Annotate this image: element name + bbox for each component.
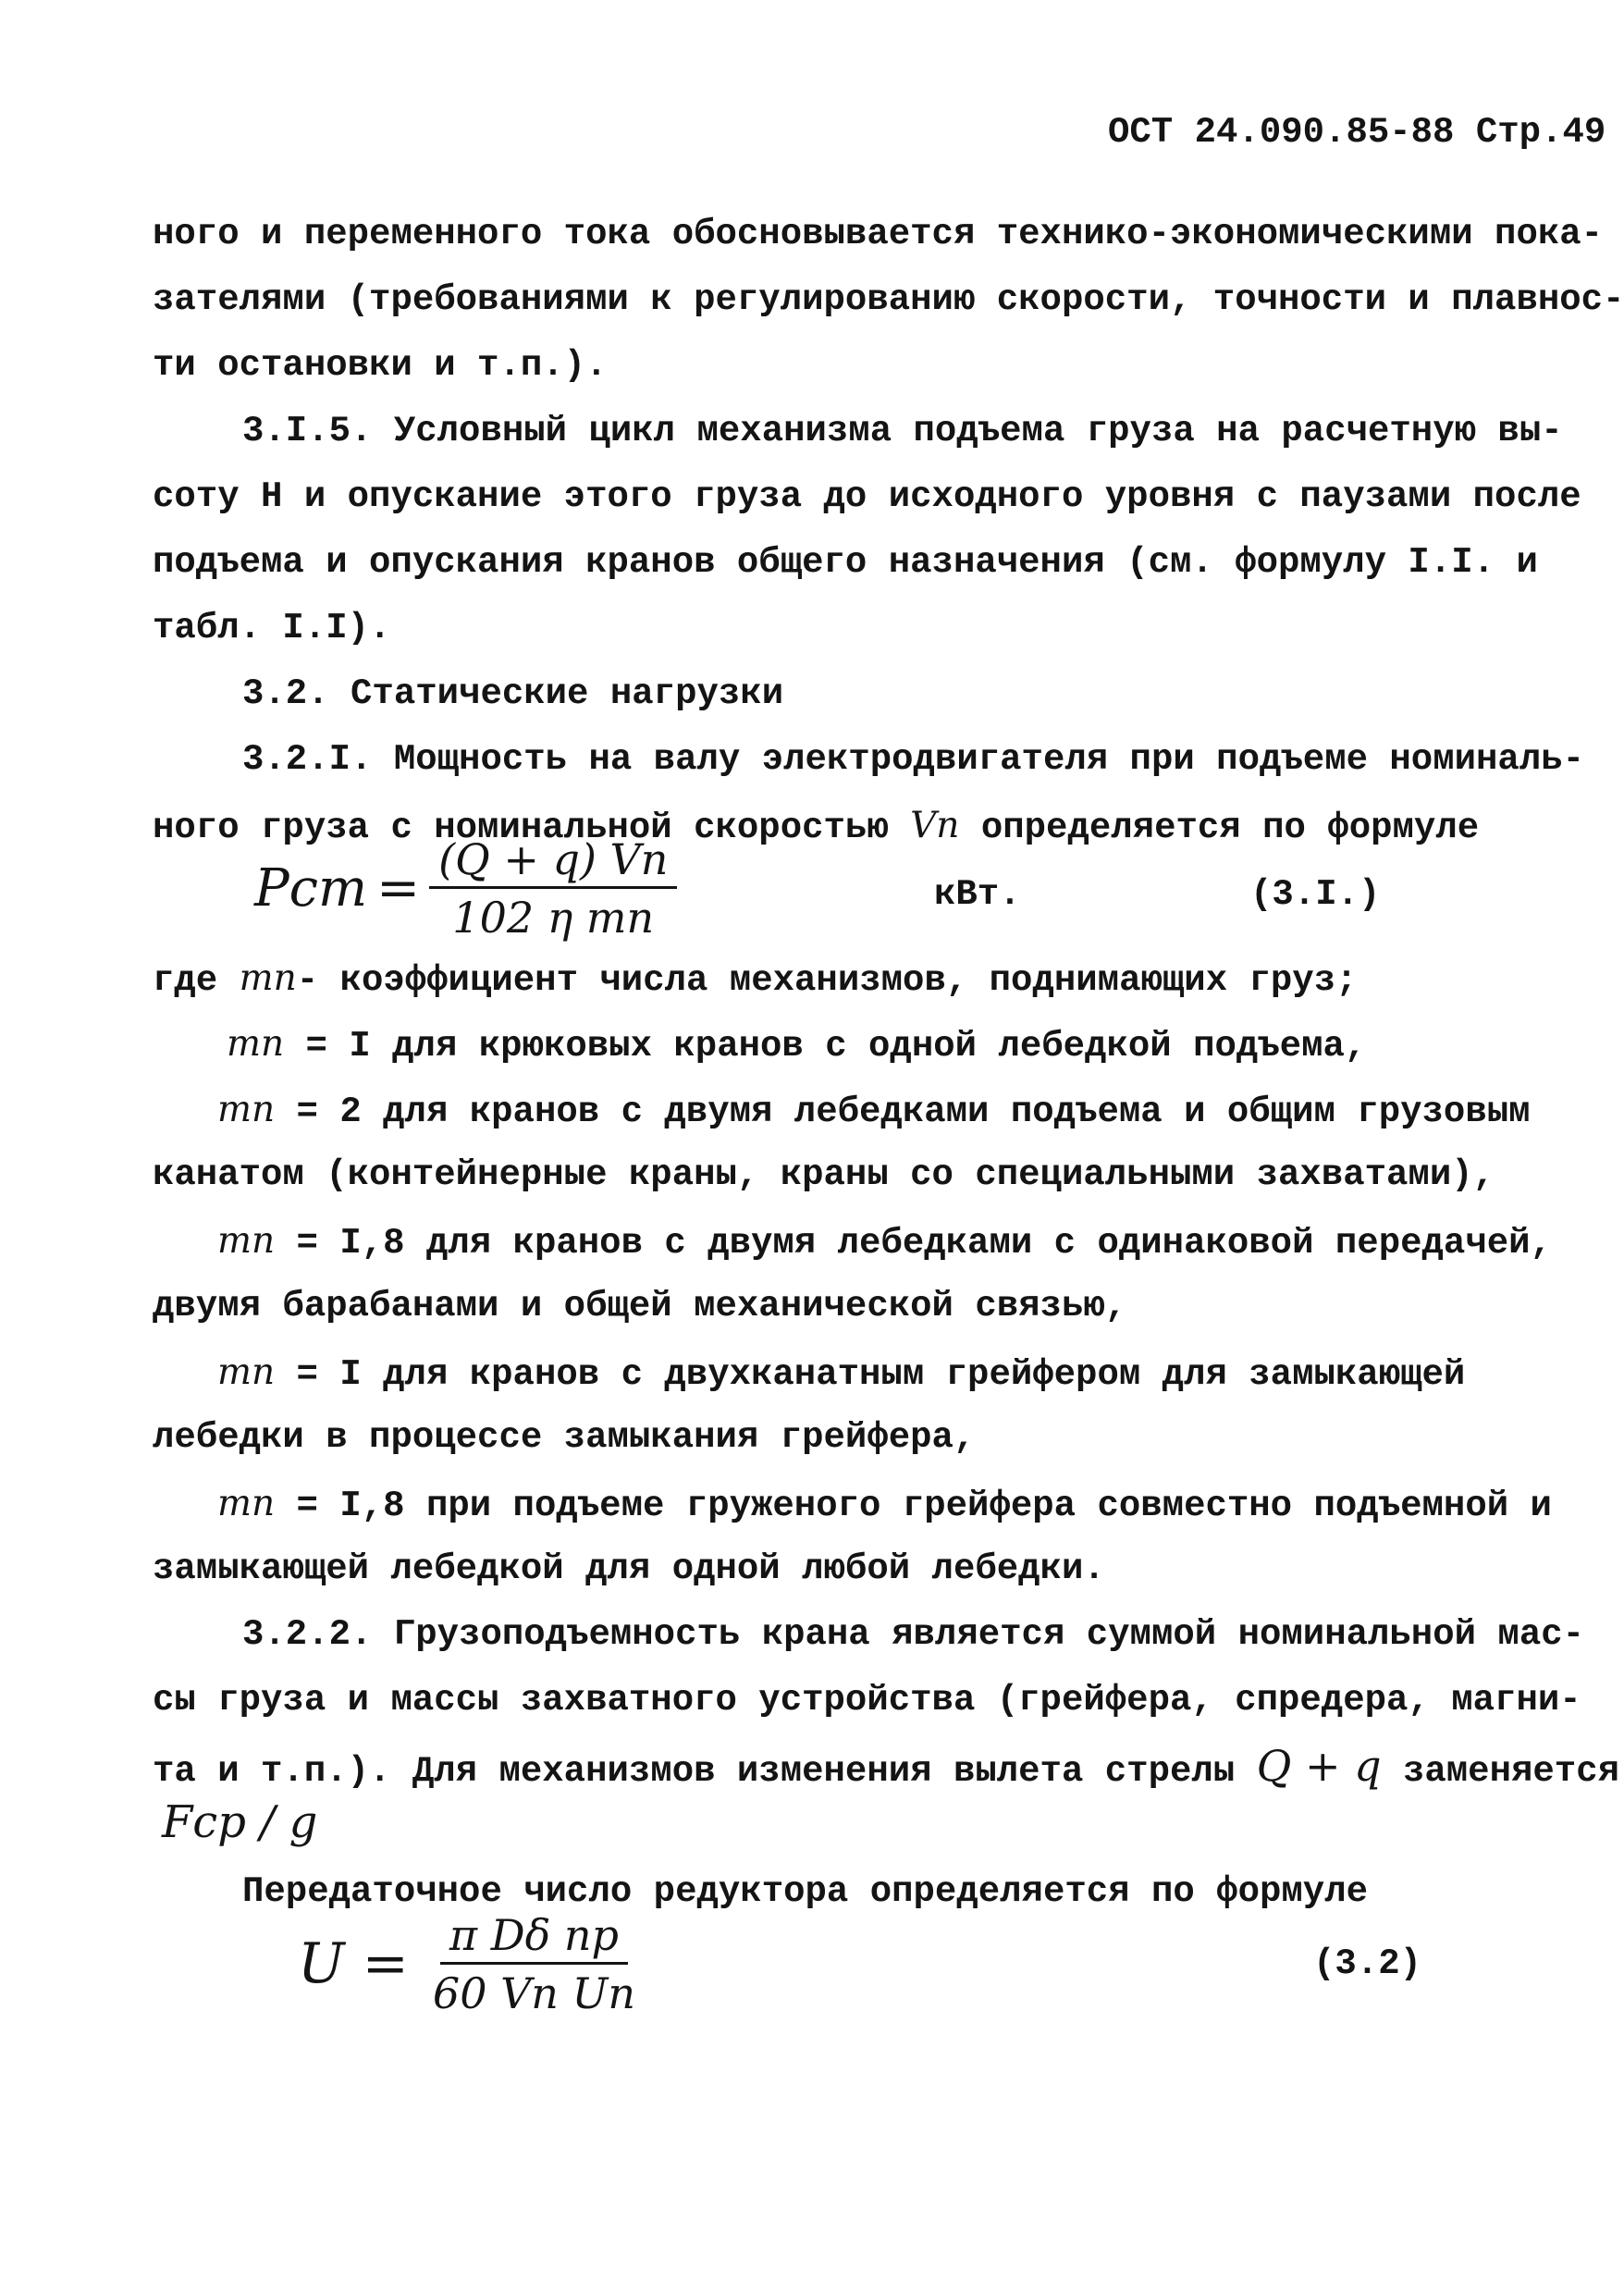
formula-denominator: 60 Vп Uп xyxy=(432,1967,635,2018)
text: = I для кранов с двухканатным грейфером для замыкающей xyxy=(296,1354,1466,1395)
coefficient-symbol: mп xyxy=(239,957,297,999)
ratio-intro: Передаточное число редуктора определяется по формуле xyxy=(242,1871,1368,1912)
coefficient-item-cont: канатом (контейнерные краны, краны со специальными захватами), xyxy=(153,1154,1495,1195)
formula-3-1 xyxy=(254,832,677,944)
section-heading: 3.2. Статические нагрузки xyxy=(242,673,784,714)
formula-numerator: (Q + q) Vп xyxy=(429,838,677,889)
clause-3-2-1-line: 3.2.I. Мощность на валу электродвигателя при подъеме номиналь- xyxy=(242,739,1585,780)
text: - коэффициент числа механизмов, поднимающих груз; xyxy=(296,960,1358,1001)
formula-fraction xyxy=(429,833,677,943)
paragraph-line: ти остановки и т.п.). xyxy=(153,345,608,386)
clause-3-1-5-line: табл. I.I). xyxy=(153,608,391,648)
coefficient-item xyxy=(227,1011,1366,1079)
page-header: ОСТ 24.090.85-88 Стр.49 xyxy=(1108,112,1606,153)
velocity-symbol: Vп xyxy=(910,805,960,846)
clause-3-2-2-line: 3.2.2. Грузоподъемность крана является суммой номинальной мас- xyxy=(242,1614,1585,1655)
clause-3-1-5-line: соту Н и опускание этого груза до исходного уровня с паузами после xyxy=(153,476,1581,517)
coefficient-item xyxy=(217,1077,1531,1145)
text: определяется по формуле xyxy=(980,808,1480,848)
text: та и т.п.). Для механизмов изменения вылета стрелы xyxy=(153,1751,1236,1792)
clause-3-1-5-line: 3.I.5. Условный цикл механизма подъема груза на расчетную вы- xyxy=(242,411,1563,451)
paragraph-line: ного и переменного тока обосновывается технико-экономическими пока- xyxy=(153,214,1604,254)
text: заменяется xyxy=(1402,1751,1620,1792)
formula-fraction xyxy=(424,1909,645,2018)
coefficient-symbol: mп xyxy=(217,1483,276,1524)
coefficient-item xyxy=(217,1208,1552,1276)
text: где xyxy=(153,960,218,1001)
text: = 2 для кранов с двумя лебедками подъема и общим грузовым xyxy=(296,1092,1531,1132)
paragraph-line: зателями (требованиями к регулированию скорости, точности и плавнос- xyxy=(153,279,1624,320)
formula-numerator: π Dδ nр xyxy=(440,1914,628,1965)
coefficient-item-cont: лебедки в процессе замыкания грейфера, xyxy=(153,1417,976,1458)
text: = I для крюковых кранов с одной лебедкой подъема, xyxy=(305,1026,1367,1067)
formula-number: (3.I.) xyxy=(1250,874,1381,915)
coefficient-item-cont: замыкающей лебедкой для одной любой лебедки. xyxy=(153,1548,1105,1589)
clause-3-2-2-line xyxy=(153,1733,1619,1805)
formula-unit: кВт. xyxy=(934,874,1021,915)
load-symbol: Q + q xyxy=(1256,1741,1382,1791)
text: = I,8 для кранов с двумя лебедками с одинаковой передачей, xyxy=(296,1223,1552,1264)
clause-3-1-5-line: подъема и опускания кранов общего назначения (см. формулу I.I. и xyxy=(153,542,1538,583)
formula-lhs: Pст xyxy=(254,857,368,919)
clause-3-2-2-line: сы груза и массы захватного устройства (грейфера, спредера, магни- xyxy=(153,1680,1581,1720)
coefficient-symbol: mп xyxy=(227,1023,285,1065)
coefficient-item xyxy=(217,1339,1465,1408)
formula-lhs: U = xyxy=(298,1930,409,1996)
coefficient-symbol: mп xyxy=(217,1351,276,1393)
coefficient-symbol: mп xyxy=(217,1089,276,1130)
equals-sign: = xyxy=(376,857,421,919)
where-line xyxy=(153,945,1358,1014)
text: ного груза с номинальной скоростью xyxy=(153,808,889,848)
handwritten-expression: Fср / g xyxy=(162,1796,318,1848)
text: = I,8 при подъеме груженого грейфера совместно подъемной и xyxy=(296,1486,1552,1526)
formula-number: (3.2) xyxy=(1313,1943,1422,1984)
coefficient-item xyxy=(217,1471,1552,1539)
coefficient-item-cont: двумя барабанами и общей механической связью, xyxy=(153,1286,1127,1326)
formula-denominator: 102 η mп xyxy=(452,892,655,943)
coefficient-symbol: mп xyxy=(217,1220,276,1262)
formula-3-2 xyxy=(298,1904,645,2024)
